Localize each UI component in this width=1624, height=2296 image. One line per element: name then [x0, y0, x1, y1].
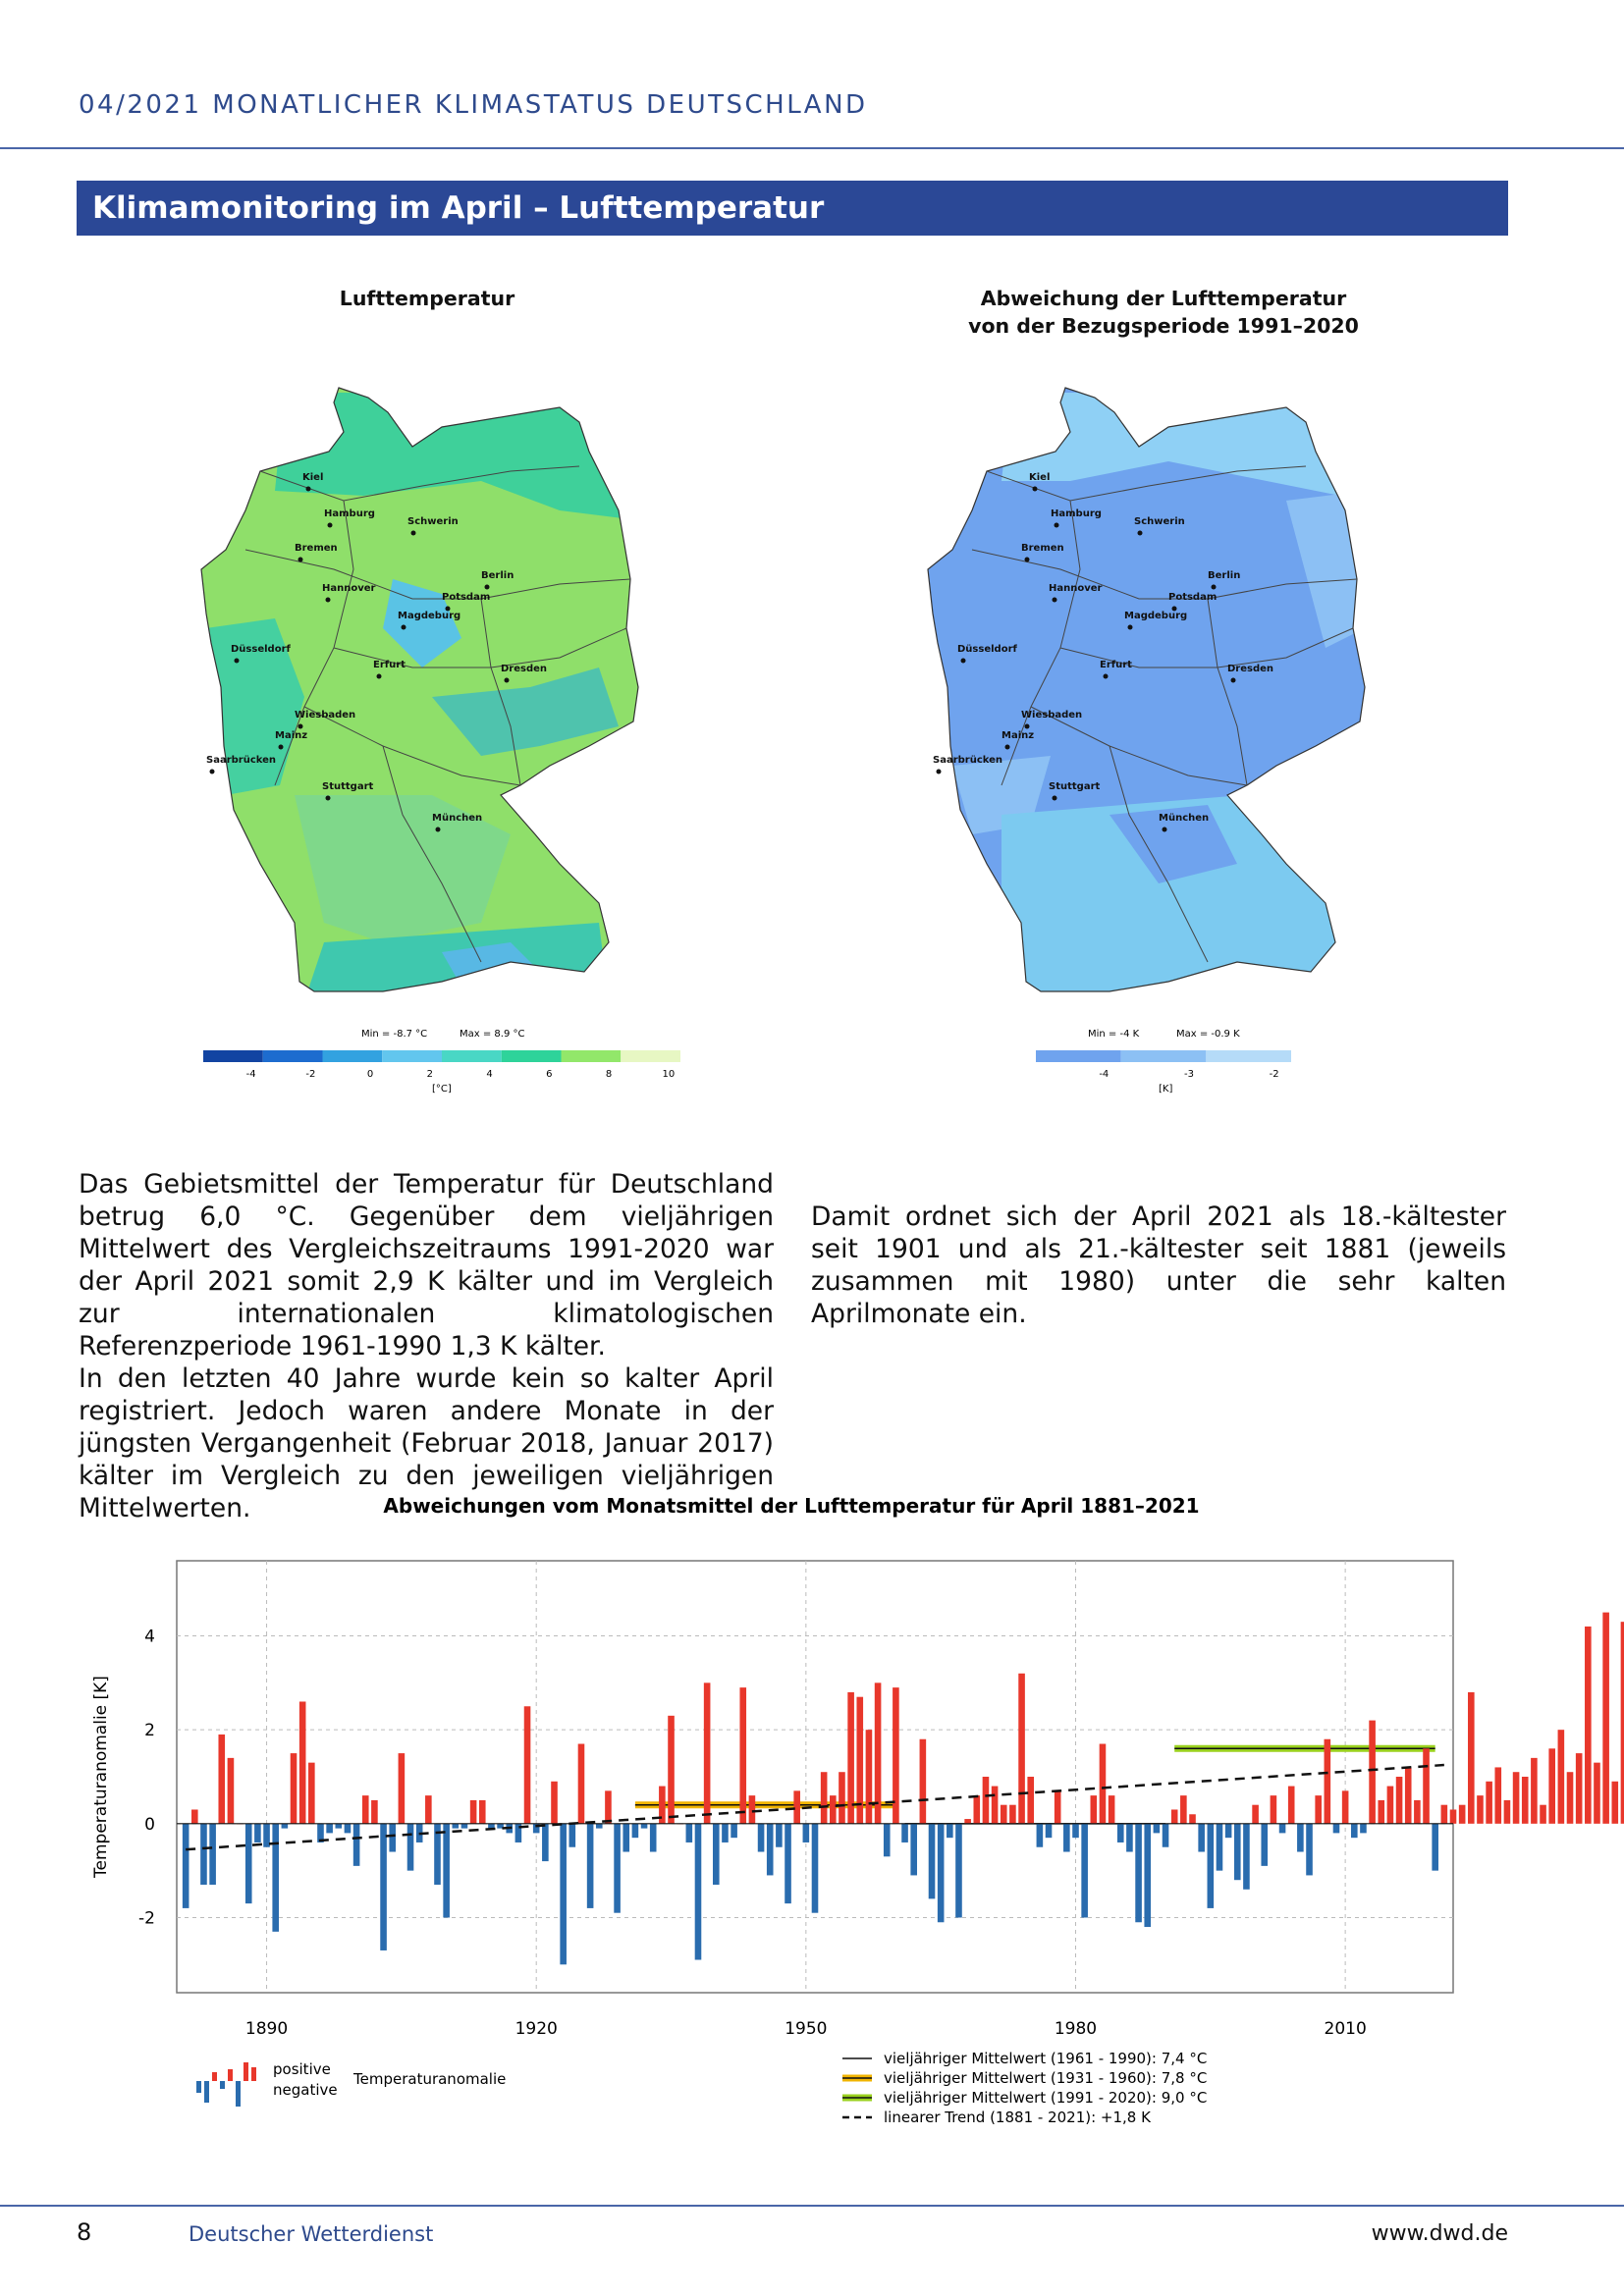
bar-1902 [371, 1800, 378, 1824]
bar-1910 [443, 1824, 450, 1918]
bar-2003 [1279, 1824, 1286, 1834]
x-tick-label: 1890 [244, 2019, 289, 2039]
x-tick-label: 1920 [514, 2019, 558, 2039]
city-label-bremen: Bremen [295, 543, 338, 554]
bar-1953 [830, 1795, 837, 1824]
bar-2020 [1432, 1824, 1438, 1871]
bar-1919 [524, 1706, 531, 1824]
map-right-min: Min = -4 K [1088, 1029, 1140, 1040]
bar-1969 [973, 1795, 980, 1824]
footer-website: www.dwd.de [1371, 2221, 1508, 2246]
city-marker-wiesbaden [298, 724, 303, 729]
anomaly-chart [0, 1477, 1624, 2184]
bar-1992 [1180, 1795, 1187, 1824]
legend-positive: positive [273, 2060, 331, 2078]
bar-1997 [1225, 1824, 1232, 1838]
city-label-saarbrucken: Saarbrücken [933, 755, 1003, 766]
bar-1940 [713, 1824, 720, 1885]
footer-rule [0, 2205, 1624, 2207]
bar-1905 [399, 1753, 406, 1824]
bar-1950 [803, 1824, 810, 1842]
bar-2014 [1378, 1800, 1384, 1824]
map-left-unit: [°C] [432, 1084, 452, 1095]
x-tick-label: 2010 [1324, 2019, 1367, 2039]
city-label-kiel: Kiel [302, 472, 324, 483]
bar-1998 [1234, 1824, 1241, 1880]
city-label-wiesbaden: Wiesbaden [295, 710, 356, 721]
city-label-berlin: Berlin [1208, 570, 1241, 581]
bar-1985 [1117, 1824, 1124, 1842]
text-column-left [79, 1168, 774, 1524]
bar-2006 [1306, 1824, 1313, 1876]
bar-1897 [326, 1824, 333, 1834]
city-label-stuttgart: Stuttgart [1049, 781, 1101, 792]
bar-2018 [1414, 1800, 1421, 1824]
bar-2034 [1558, 1730, 1565, 1824]
bar-1942 [731, 1824, 737, 1838]
legend-entry: linearer Trend (1881 - 2021): +1,8 K [884, 2109, 1151, 2126]
city-marker-schwerin [411, 531, 416, 536]
bar-1978 [1055, 1790, 1061, 1823]
bar-1966 [947, 1824, 953, 1838]
city-label-hamburg: Hamburg [1051, 508, 1102, 519]
bar-1925 [578, 1744, 585, 1824]
colorbar-segment [502, 1050, 562, 1062]
bar-1961 [901, 1824, 908, 1842]
map-left-colorbar [203, 1050, 680, 1080]
map-right-title [933, 285, 1394, 340]
bar-1982 [1091, 1795, 1098, 1824]
city-marker-munchen [436, 828, 441, 832]
city-marker-hamburg [1055, 523, 1059, 528]
bar-1889 [254, 1824, 261, 1842]
bar-1929 [614, 1824, 621, 1913]
bar-1938 [695, 1824, 702, 1960]
bar-1922 [551, 1782, 558, 1824]
bar-1927 [596, 1824, 603, 1829]
bar-1993 [1189, 1814, 1196, 1824]
city-marker-erfurt [377, 674, 382, 679]
city-label-hannover: Hannover [322, 583, 376, 594]
bar-1962 [910, 1824, 917, 1876]
bar-1899 [345, 1824, 352, 1834]
bar-2021 [1441, 1805, 1448, 1824]
colorbar-tick: -4 [245, 1069, 256, 1080]
map-left-max: Max = 8.9 °C [460, 1029, 525, 1040]
city-label-erfurt: Erfurt [1100, 660, 1132, 670]
bar-1995 [1208, 1824, 1215, 1908]
bar-2035 [1567, 1772, 1574, 1824]
page-number: 8 [77, 2218, 92, 2246]
bar-2026 [1486, 1782, 1492, 1824]
x-tick-label: 1980 [1054, 2019, 1098, 2039]
bar-1949 [793, 1790, 800, 1823]
map-right-colorbar [1036, 1050, 1291, 1080]
bar-1923 [560, 1824, 567, 1964]
header-title: 04/2021 MONATLICHER KLIMASTATUS DEUTSCHLAND [79, 90, 868, 120]
city-label-dresden: Dresden [1227, 664, 1274, 674]
x-tick-labels [245, 2019, 1367, 2039]
legend-entry: vieljähriger Mittelwert (1931 - 1960): 7,8 °C [884, 2069, 1208, 2087]
city-label-potsdam: Potsdam [442, 592, 491, 603]
bar-1984 [1109, 1795, 1115, 1824]
bar-1935 [668, 1716, 675, 1824]
bar-1933 [650, 1824, 657, 1852]
text-paragraph: In den letzten 40 Jahre wurde kein so kalter April registriert. Jedoch waren andere Monate in der jüngsten Vergangenheit (Februar 2018, Januar 2017) kälter im Vergleich zu den jeweiligen vieljährigen Mittelwerten. [79, 1363, 774, 1523]
bar-1911 [453, 1824, 460, 1829]
colorbar-tick: 8 [605, 1069, 613, 1080]
bar-1941 [722, 1824, 729, 1842]
bar-2037 [1585, 1627, 1592, 1824]
y-tick-label: -2 [138, 1908, 155, 1929]
bar-1972 [1001, 1805, 1007, 1824]
city-label-schwerin: Schwerin [407, 516, 459, 527]
city-label-kiel: Kiel [1029, 472, 1051, 483]
bar-1939 [704, 1682, 711, 1823]
bar-1959 [884, 1824, 891, 1856]
bar-1901 [362, 1795, 369, 1824]
city-label-berlin: Berlin [481, 570, 514, 581]
bar-1977 [1046, 1824, 1053, 1838]
bar-1898 [335, 1824, 342, 1829]
city-marker-magdeburg [402, 625, 406, 630]
colorbar-segment [203, 1050, 263, 1062]
bar-1914 [479, 1800, 486, 1824]
colorbar-tick: 2 [426, 1069, 434, 1080]
bar-2036 [1576, 1753, 1583, 1824]
city-marker-kiel [1033, 487, 1038, 492]
colorbar-tick: -2 [1269, 1069, 1279, 1080]
bar-1946 [767, 1824, 774, 1876]
city-marker-berlin [1212, 585, 1217, 590]
x-tick-label: 1950 [785, 2019, 828, 2039]
bar-1991 [1171, 1809, 1178, 1823]
header-rule [0, 147, 1624, 149]
colorbar-tick: -3 [1184, 1069, 1194, 1080]
bar-2023 [1459, 1805, 1466, 1824]
bar-1895 [308, 1763, 315, 1824]
bar-2010 [1342, 1790, 1349, 1823]
bar-1944 [749, 1795, 756, 1824]
city-label-erfurt: Erfurt [373, 660, 406, 670]
city-marker-kiel [306, 487, 311, 492]
bar-1885 [218, 1735, 225, 1824]
legend-entry: vieljähriger Mittelwert (1991 - 2020): 9,0 °C [884, 2089, 1208, 2107]
bar-1890 [263, 1824, 270, 1847]
bar-1954 [839, 1772, 845, 1824]
bar-2019 [1423, 1748, 1430, 1824]
legend-entry: vieljähriger Mittelwert (1961 - 1990): 7,4 °C [884, 2050, 1208, 2067]
bar-1979 [1063, 1824, 1070, 1852]
bar-2040 [1611, 1782, 1618, 1824]
city-marker-mainz [1005, 745, 1010, 750]
bar-1970 [983, 1777, 990, 1824]
bar-1903 [380, 1824, 387, 1950]
city-label-stuttgart: Stuttgart [322, 781, 374, 792]
bar-1894 [299, 1701, 306, 1823]
bar-1999 [1243, 1824, 1250, 1890]
y-tick-label: 4 [144, 1627, 155, 1647]
bar-1891 [272, 1824, 279, 1932]
city-marker-schwerin [1138, 531, 1143, 536]
map-right [913, 373, 1443, 1119]
text-column-right [811, 1201, 1506, 1330]
map-right-unit: [K] [1159, 1084, 1173, 1095]
bar-2012 [1360, 1824, 1367, 1834]
city-marker-bremen [1025, 558, 1030, 562]
bar-2029 [1513, 1772, 1520, 1824]
bar-2022 [1450, 1809, 1457, 1823]
bar-1913 [470, 1800, 477, 1824]
bar-1908 [425, 1795, 432, 1824]
colorbar-segment [1206, 1050, 1291, 1062]
bar-2008 [1325, 1739, 1331, 1824]
bar-2039 [1602, 1613, 1609, 1824]
city-label-hannover: Hannover [1049, 583, 1103, 594]
bar-2027 [1494, 1767, 1501, 1823]
bar-1983 [1100, 1744, 1107, 1824]
bar-1912 [461, 1824, 468, 1829]
city-label-dusseldorf: Düsseldorf [957, 644, 1017, 655]
bar-1931 [632, 1824, 639, 1838]
bar-1893 [291, 1753, 298, 1824]
bar-1921 [542, 1824, 549, 1861]
bar-1964 [929, 1824, 936, 1899]
bar-1986 [1126, 1824, 1133, 1852]
city-label-hamburg: Hamburg [324, 508, 375, 519]
bar-2033 [1548, 1748, 1555, 1824]
bar-2002 [1271, 1795, 1277, 1824]
bar-1937 [686, 1824, 693, 1842]
bar-1971 [992, 1787, 999, 1824]
bar-1886 [228, 1758, 235, 1824]
chart-title: Abweichungen vom Monatsmittel der Lufttemperatur für April 1881–2021 [383, 1494, 1200, 1518]
bar-2016 [1396, 1777, 1403, 1824]
bar-1988 [1144, 1824, 1151, 1927]
colorbar-tick: 10 [662, 1069, 676, 1080]
bar-1900 [353, 1824, 360, 1866]
bar-1980 [1072, 1824, 1079, 1838]
city-label-magdeburg: Magdeburg [398, 611, 461, 621]
bar-1930 [623, 1824, 629, 1852]
bar-1957 [866, 1730, 873, 1824]
city-marker-berlin [485, 585, 490, 590]
city-label-dusseldorf: Düsseldorf [231, 644, 291, 655]
bar-1904 [389, 1824, 396, 1852]
bar-2028 [1504, 1800, 1511, 1824]
bar-1996 [1217, 1824, 1223, 1871]
city-marker-mainz [279, 745, 284, 750]
bar-1951 [812, 1824, 819, 1913]
bar-1968 [964, 1819, 971, 1824]
colorbar-segment [621, 1050, 680, 1062]
city-label-dresden: Dresden [501, 664, 548, 674]
bar-2030 [1522, 1777, 1529, 1824]
city-marker-erfurt [1104, 674, 1109, 679]
map-left-title: Lufttemperatur [339, 287, 515, 310]
bar-1990 [1163, 1824, 1169, 1847]
bar-1989 [1154, 1824, 1161, 1834]
city-marker-stuttgart [1053, 796, 1057, 801]
bar-1924 [569, 1824, 576, 1847]
city-marker-hamburg [328, 523, 333, 528]
city-label-saarbrucken: Saarbrücken [206, 755, 277, 766]
city-label-munchen: München [1159, 813, 1210, 824]
bar-1975 [1027, 1777, 1034, 1824]
colorbar-segment [1121, 1050, 1207, 1062]
bar-1932 [641, 1824, 648, 1829]
city-marker-stuttgart [326, 796, 331, 801]
bar-1963 [920, 1739, 927, 1824]
bar-1943 [739, 1687, 746, 1824]
colorbar-segment [382, 1050, 442, 1062]
bar-1948 [785, 1824, 791, 1903]
footer-organization: Deutscher Wetterdienst [189, 2222, 434, 2246]
bar-2041 [1621, 1622, 1624, 1824]
city-label-schwerin: Schwerin [1134, 516, 1185, 527]
bar-1892 [282, 1824, 289, 1829]
city-marker-hannover [326, 598, 331, 603]
bar-1947 [776, 1824, 783, 1847]
bar-2032 [1540, 1805, 1546, 1824]
bar-1883 [200, 1824, 207, 1885]
y-axis-label: Temperaturanomalie [K] [91, 1676, 111, 1878]
text-paragraph: Damit ordnet sich der April 2021 als 18.-kältester seit 1901 und als 21.-kältester seit 1881 (jeweils zusammen mit 1980) unter die sehr kalten Aprilmonate ein. [811, 1201, 1506, 1329]
bar-1945 [758, 1824, 765, 1852]
city-label-mainz: Mainz [1001, 730, 1035, 741]
bar-1952 [821, 1772, 828, 1824]
bar-2000 [1252, 1805, 1259, 1824]
city-marker-dusseldorf [961, 659, 966, 664]
colorbar-segment [562, 1050, 622, 1062]
colorbar-tick: 0 [366, 1069, 374, 1080]
city-marker-saarbrucken [937, 770, 942, 774]
bar-1884 [209, 1824, 216, 1885]
colorbar-segment [323, 1050, 383, 1062]
bar-2024 [1468, 1692, 1475, 1824]
bar-2038 [1594, 1763, 1600, 1824]
colorbar-tick: 6 [546, 1069, 553, 1080]
city-label-wiesbaden: Wiesbaden [1021, 710, 1083, 721]
bar-1965 [938, 1824, 945, 1922]
bar-2009 [1333, 1824, 1340, 1834]
colorbar-tick: -2 [305, 1069, 316, 1080]
map-right-title-line1: Abweichung der Lufttemperatur [980, 287, 1347, 310]
bar-2031 [1531, 1758, 1538, 1824]
section-banner: Klimamonitoring im April – Lufttemperatur [77, 181, 1508, 236]
map-right-max: Max = -0.9 K [1176, 1029, 1240, 1040]
bar-2001 [1261, 1824, 1268, 1866]
city-label-mainz: Mainz [275, 730, 308, 741]
map-left [187, 373, 717, 1119]
bar-2015 [1387, 1787, 1394, 1824]
text-paragraph: Das Gebietsmittel der Temperatur für Deutschland betrug 6,0 °C. Gegenüber dem vieljährigen Mittelwert des Vergleichszeitraums 1991-2020 war der April 2021 somit 2,9 K kälter und im Vergleich zur internationalen klimatologischen Referenzperiode 1961-1990 1,3 K kälter. [79, 1169, 774, 1362]
map-left-min: Min = -8.7 °C [361, 1029, 428, 1040]
colorbar-segment [263, 1050, 323, 1062]
bar-1926 [587, 1824, 594, 1908]
legend-bars-icon [196, 2062, 256, 2107]
bar-1888 [245, 1824, 252, 1903]
legend-series-label: Temperaturanomalie [353, 2070, 507, 2088]
bar-1906 [407, 1824, 414, 1871]
legend-lines [842, 2050, 1207, 2126]
colorbar-tick: 4 [486, 1069, 493, 1080]
city-marker-munchen [1163, 828, 1167, 832]
city-label-munchen: München [432, 813, 483, 824]
bar-2013 [1369, 1721, 1376, 1824]
bar-1981 [1081, 1824, 1088, 1918]
plot-area [177, 1561, 1453, 1993]
bar-1973 [1009, 1805, 1016, 1824]
bar-1994 [1198, 1824, 1205, 1852]
bar-2011 [1351, 1824, 1358, 1838]
y-tick-label: 2 [144, 1721, 155, 1741]
bar-1928 [605, 1790, 612, 1823]
bar-1881 [183, 1824, 189, 1908]
bar-2025 [1477, 1795, 1484, 1824]
city-marker-wiesbaden [1025, 724, 1030, 729]
city-label-magdeburg: Magdeburg [1124, 611, 1188, 621]
city-marker-saarbrucken [210, 770, 215, 774]
bar-1976 [1037, 1824, 1044, 1847]
city-marker-magdeburg [1128, 625, 1133, 630]
map-right-title-line2: von der Bezugsperiode 1991–2020 [968, 314, 1359, 338]
city-label-potsdam: Potsdam [1168, 592, 1218, 603]
bar-1967 [955, 1824, 962, 1918]
city-marker-dresden [505, 678, 510, 683]
city-marker-dusseldorf [235, 659, 240, 664]
city-marker-bremen [298, 558, 303, 562]
bar-1882 [191, 1809, 198, 1823]
legend-negative: negative [273, 2081, 338, 2099]
bar-2017 [1405, 1767, 1412, 1823]
city-label-bremen: Bremen [1021, 543, 1064, 554]
bar-1960 [893, 1687, 899, 1824]
y-tick-labels [138, 1628, 155, 1929]
bar-1974 [1018, 1674, 1025, 1824]
bar-2005 [1297, 1824, 1304, 1852]
bar-2004 [1288, 1787, 1295, 1824]
colorbar-segment [1036, 1050, 1121, 1062]
colorbar-segment [442, 1050, 502, 1062]
y-tick-label: 0 [144, 1814, 155, 1835]
city-marker-dresden [1231, 678, 1236, 683]
bar-1987 [1135, 1824, 1142, 1922]
city-marker-hannover [1053, 598, 1057, 603]
bar-2007 [1315, 1795, 1322, 1824]
colorbar-tick: -4 [1099, 1069, 1110, 1080]
